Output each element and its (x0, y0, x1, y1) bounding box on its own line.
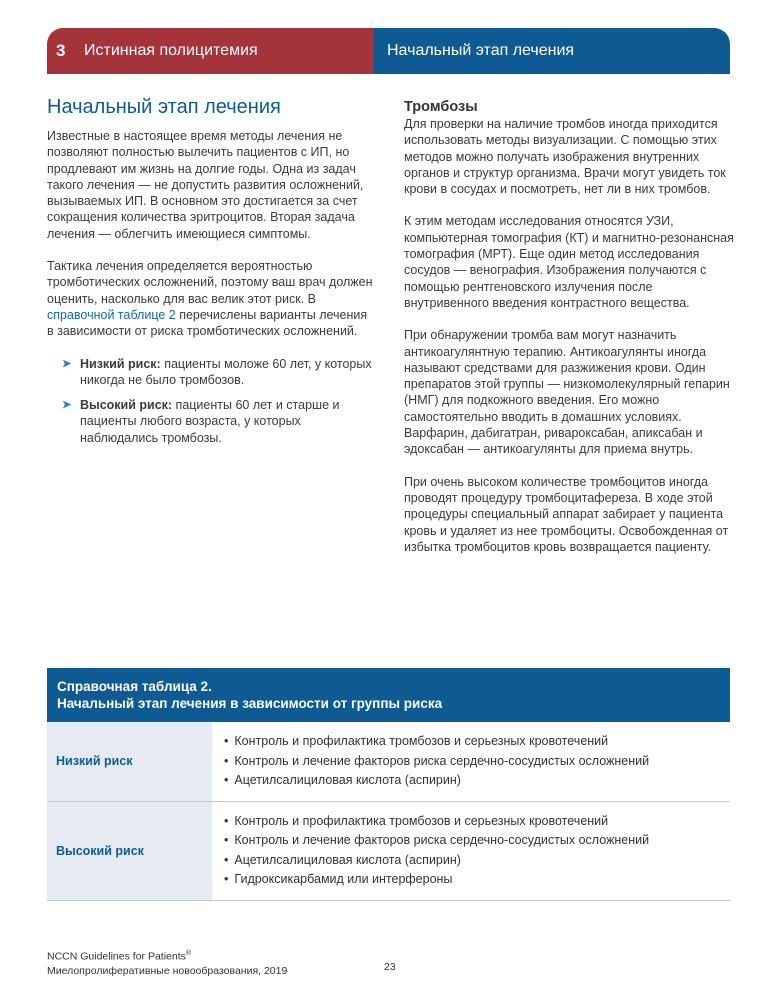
page-title: Начальный этап лечения (47, 96, 281, 118)
intro-paragraph: Известные в настоящее время методы лечения не позволяют полностью вылечить пациентов с ИП, но продлевают им жизнь на долгие годы. Одна из задач такого лечения — не допустить развития осложнений, вызываемых ИП. В основном это достигается за счет сокращения количества эритроцитов. Вторая задача лечения — облегчить имеющиеся симптомы. (47, 129, 364, 241)
section-label: Начальный этап лечения (387, 42, 575, 59)
risk-label: Низкий риск: (80, 356, 161, 371)
risk-group-label: Низкий риск (47, 722, 212, 801)
risk-text: пациенты моложе 60 лет, у которых никогда не было тромбозов. (80, 356, 372, 387)
anticoagulant-paragraph: При обнаружении тромба вам могут назначить антикоагулянтную терапию. Антикоагулянты иногда называют средствами для разжижения крови. Один препаратов этой группы — низкомолекулярный гепарин (НМГ) для подкожного введения. Его можно самостоятельно вводить в домашних условиях. Варфарин, дабигатран, ривароксабан, апиксабан и эдоксабан — антикоагулянты для приема внутрь. (404, 328, 730, 457)
reference-table (47, 668, 730, 901)
table-subtitle: Начальный этап лечения в зависимости от группы риска (57, 696, 443, 711)
right-column (404, 99, 734, 571)
risk-paragraph-text: Тактика лечения определяется вероятностью тромботических осложнений, поэтому ваш врач должен оценить, насколько для вас велик этот риск. В (47, 259, 373, 306)
risk-paragraph (47, 258, 377, 339)
table-title: Справочная таблица 2. (57, 679, 212, 694)
left-column (47, 96, 377, 455)
list-item: • Контроль и профилактика тромбозов и серьезных кровотечений (224, 732, 730, 752)
risk-list (47, 356, 377, 446)
chapter-banner (47, 28, 377, 74)
risk-label: Высокий риск: (80, 398, 173, 413)
plateletpheresis-paragraph: При очень высоком количестве тромбоцитов иногда проводят процедуру тромбоцитафереза. В ходе этой процедуры специальный аппарат забирает у пациента кровь и удаляет из нее тромбоциты. Освобожденная от избытка тромбоцитов кровь возвращается пациенту. (404, 474, 729, 554)
list-item: • Контроль и профилактика тромбозов и серьезных кровотечений (224, 812, 730, 832)
registered-mark: ® (185, 950, 192, 957)
treatment-cell (212, 802, 730, 900)
list-item: • Ацетилсалициловая кислота (аспирин) (224, 771, 730, 791)
list-item (47, 356, 377, 389)
table-header (47, 668, 730, 722)
risk-text: пациенты 60 лет и старше и пациенты любого возраста, у которых наблюдались тромбозы. (80, 398, 340, 445)
risk-group-label: Высокий риск (47, 802, 212, 900)
imaging-paragraph: Для проверки на наличие тромбов иногда приходится использовать методы визуализации. С помощью этих методов можно получать изображения внутренних органов и структур организма. Врачи могут увидеть ток крови в сосудах и посмотреть, нет ли в них тромбов. (404, 117, 726, 197)
list-item (47, 397, 377, 446)
thrombosis-heading: Тромбозы (404, 99, 478, 115)
methods-paragraph: К этим методам исследования относятся УЗИ, компьютерная томография (КТ) и магнитно-резонансная томография (МРТ). Еще один метод исследования сосудов — венография. Изображения получаются с помощью рентгеновского излучения после внутривенного введения контрастного вещества. (404, 214, 734, 310)
risk-paragraph-text-end: перечислены варианты лечения в зависимости от риска тромботических осложнений. (47, 307, 368, 339)
list-item: • Гидроксикарбамид или интерфероны (224, 870, 730, 890)
list-item: • Контроль и лечение факторов риска сердечно-сосудистых осложнений (224, 752, 730, 772)
chapter-title: Истинная полицитемия (84, 42, 258, 59)
page-number: 23 (384, 961, 396, 973)
chapter-header (47, 28, 730, 74)
table-reference-link[interactable]: справочной таблице 2 (47, 307, 176, 322)
list-item: • Ацетилсалициловая кислота (аспирин) (224, 851, 730, 871)
treatment-cell (212, 722, 730, 801)
chevron-right-icon: ➤ (62, 399, 72, 412)
footer-publisher: NCCN Guidelines for Patients (47, 950, 186, 963)
chapter-number: 3 (56, 41, 66, 60)
table-row (47, 802, 730, 901)
chevron-right-icon: ➤ (62, 357, 72, 370)
section-banner (374, 28, 730, 74)
table-row (47, 722, 730, 802)
footer-subtitle: Миелопролиферативные новообразования, 2019 (47, 964, 288, 977)
list-item: • Контроль и лечение факторов риска сердечно-сосудистых осложнений (224, 831, 730, 851)
